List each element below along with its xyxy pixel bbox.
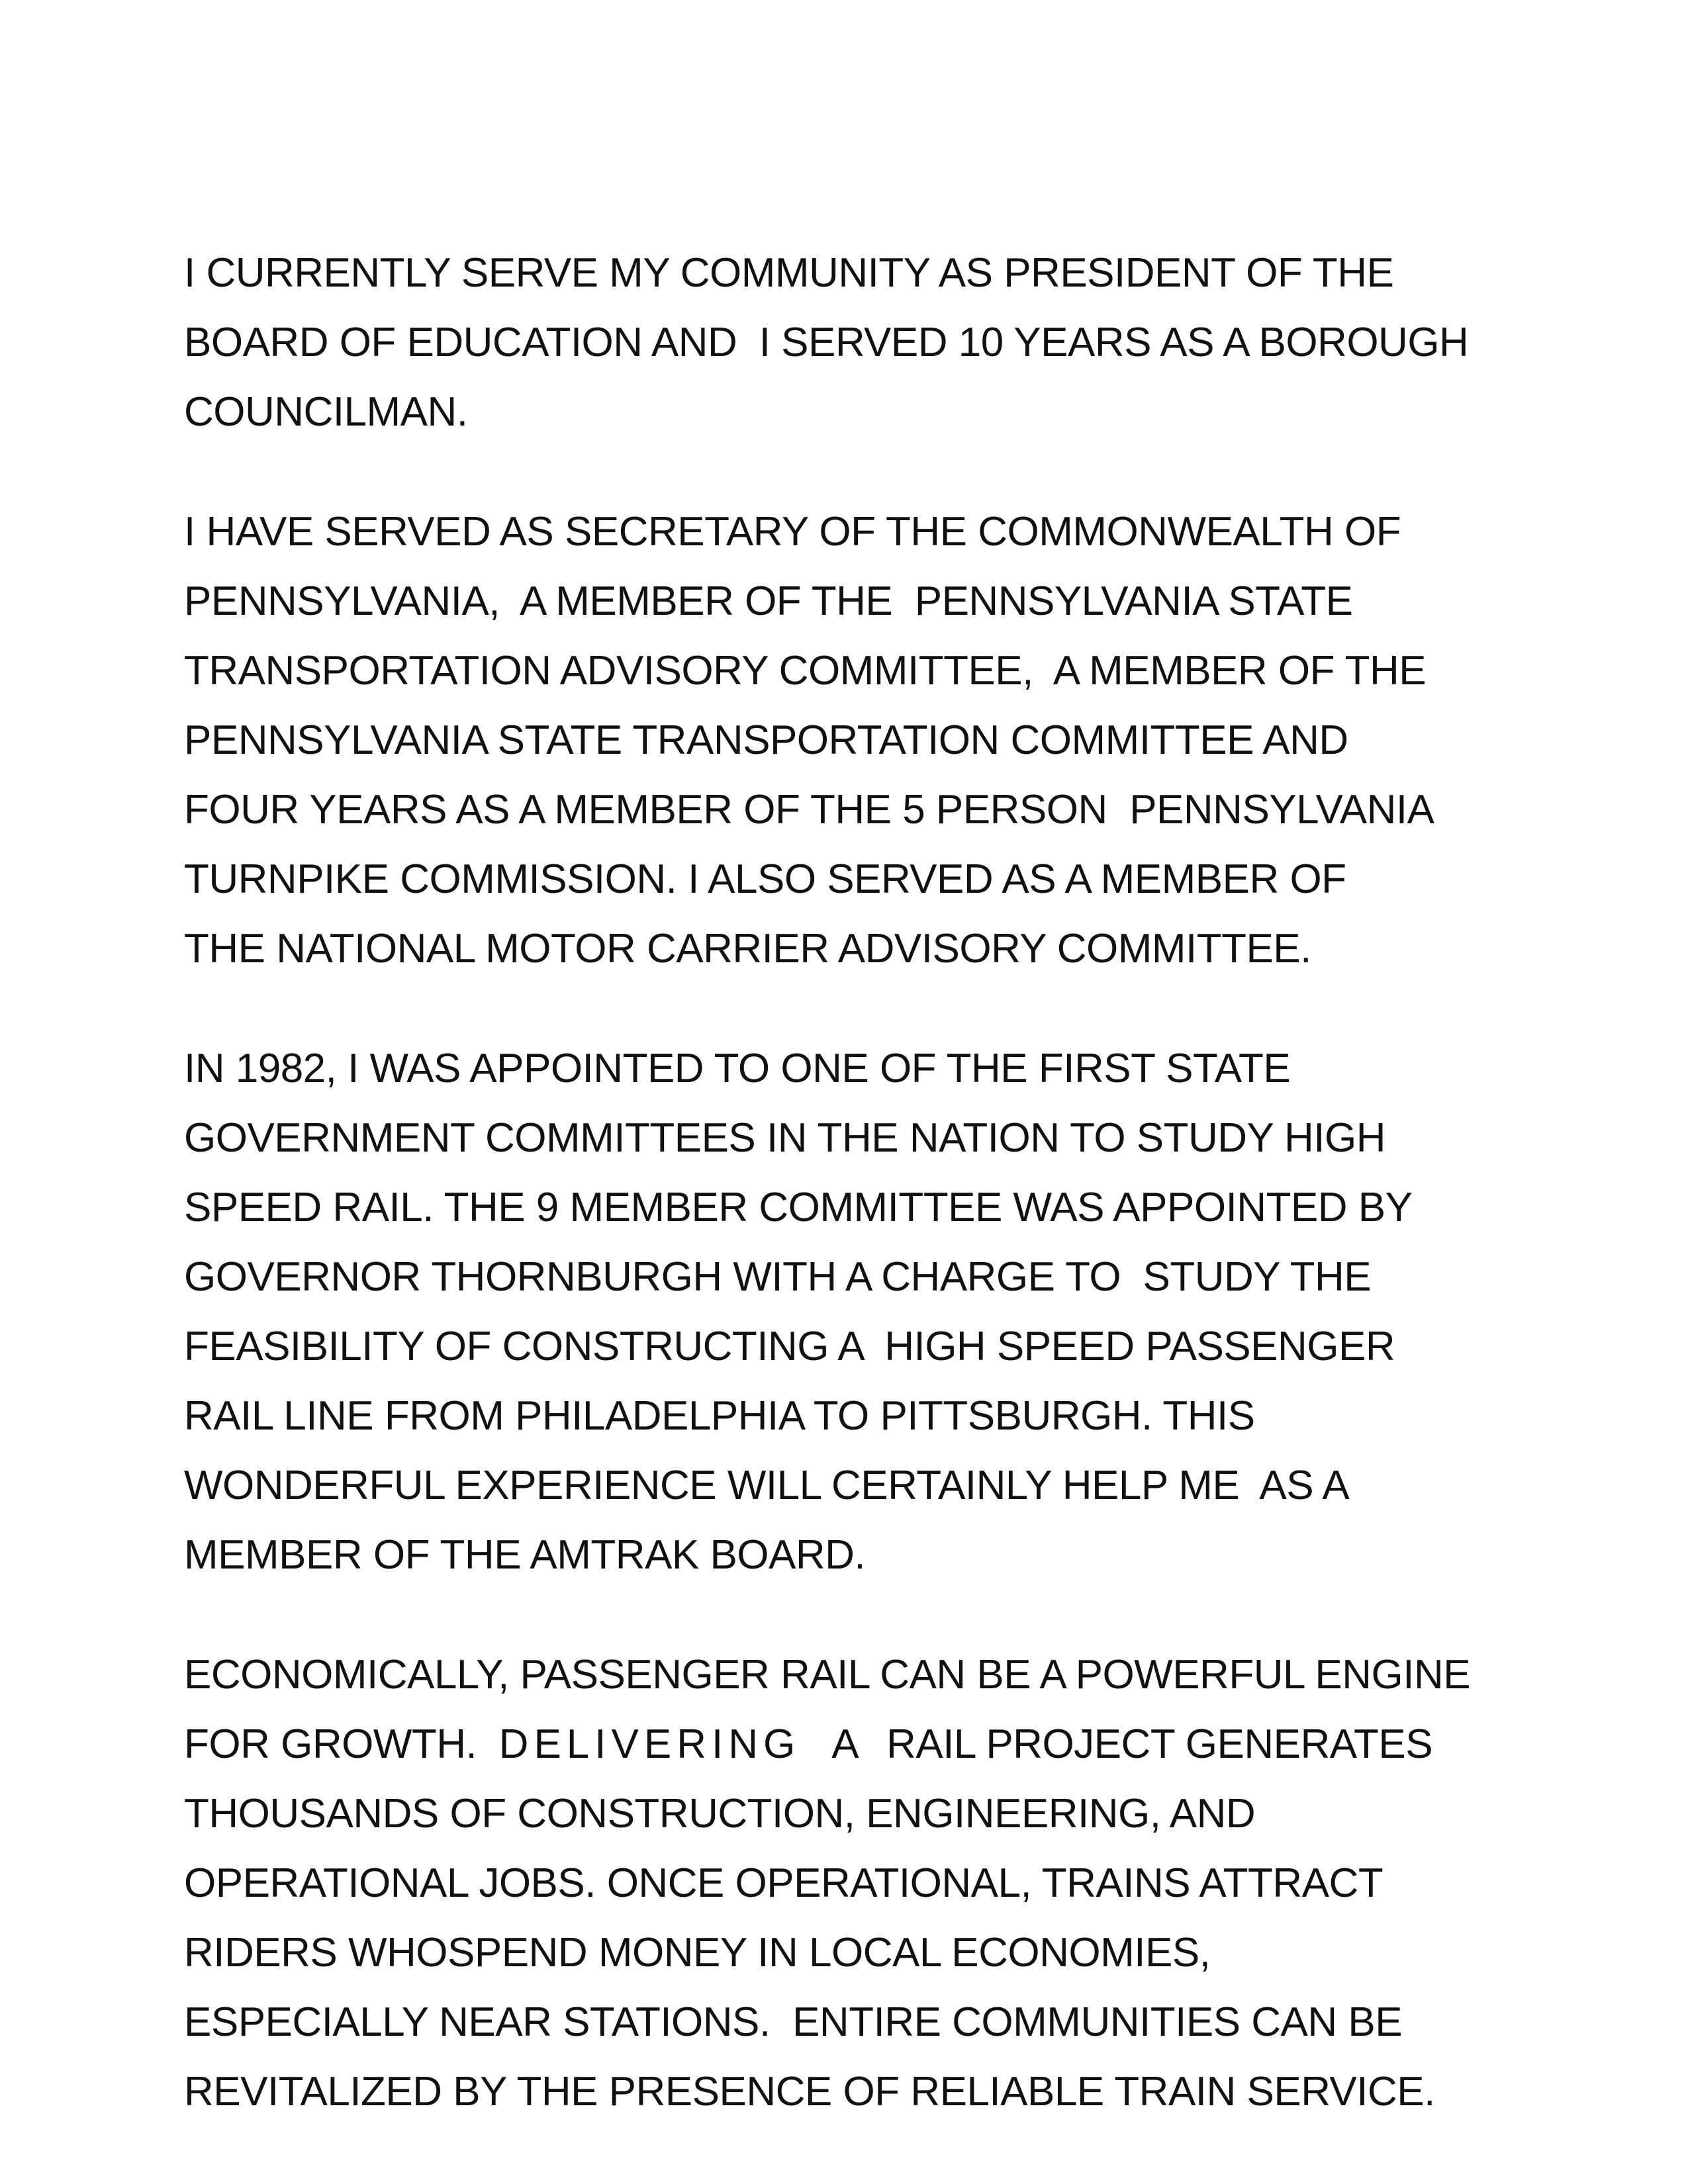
text-line: ECONOMICALLY, PASSENGER RAIL CAN BE A POWERFUL ENGINE — [184, 1652, 1471, 1698]
text-line: WONDERFUL EXPERIENCE WILL CERTAINLY HELP ME AS A — [184, 1463, 1350, 1508]
text-line: PENNSYLVANIA, A MEMBER OF THE PENNSYLVANIA STATE — [184, 578, 1353, 624]
text-line: THE NATIONAL MOTOR CARRIER ADVISORY COMMITTEE. — [184, 926, 1311, 972]
text-line: REVITALIZED BY THE PRESENCE OF RELIABLE TRAIN SERVICE. — [184, 2069, 1435, 2115]
text-line: FEASIBILITY OF CONSTRUCTING A HIGH SPEED PASSENGER — [184, 1324, 1395, 1369]
text-line: BOARD OF EDUCATION AND I SERVED 10 YEARS AS A BOROUGH — [184, 320, 1469, 365]
text-line: FOUR YEARS AS A MEMBER OF THE 5 PERSON PENNSYLVANIA — [184, 787, 1434, 833]
paragraph-state-service — [184, 497, 1541, 983]
text-line: THOUSANDS OF CONSTRUCTION, ENGINEERING, AND — [184, 1791, 1256, 1837]
text-line: I CURRENTLY SERVE MY COMMUNITY AS PRESIDENT OF THE — [184, 250, 1394, 296]
text-line: GOVERNOR THORNBURGH WITH A CHARGE TO STUDY THE — [184, 1254, 1372, 1300]
text-line: TRANSPORTATION ADVISORY COMMITTEE, A MEMBER OF THE — [184, 648, 1427, 694]
paragraph-economic-benefits — [184, 1640, 1541, 2126]
text-line: IN 1982, I WAS APPOINTED TO ONE OF THE FIRST STATE — [184, 1046, 1291, 1091]
text-line: OPERATIONAL JOBS. ONCE OPERATIONAL, TRAINS ATTRACT — [184, 1860, 1383, 1906]
text-line: SPEED RAIL. THE 9 MEMBER COMMITTEE WAS APPOINTED BY — [184, 1185, 1413, 1230]
text-line: RAIL LINE FROM PHILADELPHIA TO PITTSBURGH. THIS — [184, 1393, 1255, 1439]
paragraph-high-speed-rail — [184, 1034, 1541, 1590]
text-line: MEMBER OF THE AMTRAK BOARD. — [184, 1532, 866, 1578]
text-line: ESPECIALLY NEAR STATIONS. ENTIRE COMMUNITIES CAN BE — [184, 1999, 1403, 2045]
text-line: TURNPIKE COMMISSION. I ALSO SERVED AS A MEMBER OF — [184, 856, 1346, 902]
text-line: GOVERNMENT COMMITTEES IN THE NATION TO STUDY HIGH — [184, 1115, 1386, 1161]
text-segment: FOR GROWTH. — [184, 1721, 499, 1767]
text-line: RIDERS WHOSPEND MONEY IN LOCAL ECONOMIES, — [184, 1930, 1211, 1976]
paragraph-community-service — [184, 238, 1541, 447]
body-text — [184, 238, 1541, 2177]
text-line: PENNSYLVANIA STATE TRANSPORTATION COMMITTEE AND — [184, 717, 1348, 763]
text-line — [184, 1709, 1541, 1779]
text-segment: RAIL PROJECT GENERATES — [864, 1721, 1433, 1767]
text-segment-spaced: DELIVERING A — [498, 1721, 865, 1767]
text-line: I HAVE SERVED AS SECRETARY OF THE COMMONWEALTH OF — [184, 509, 1401, 555]
text-line: COUNCILMAN. — [184, 389, 468, 435]
